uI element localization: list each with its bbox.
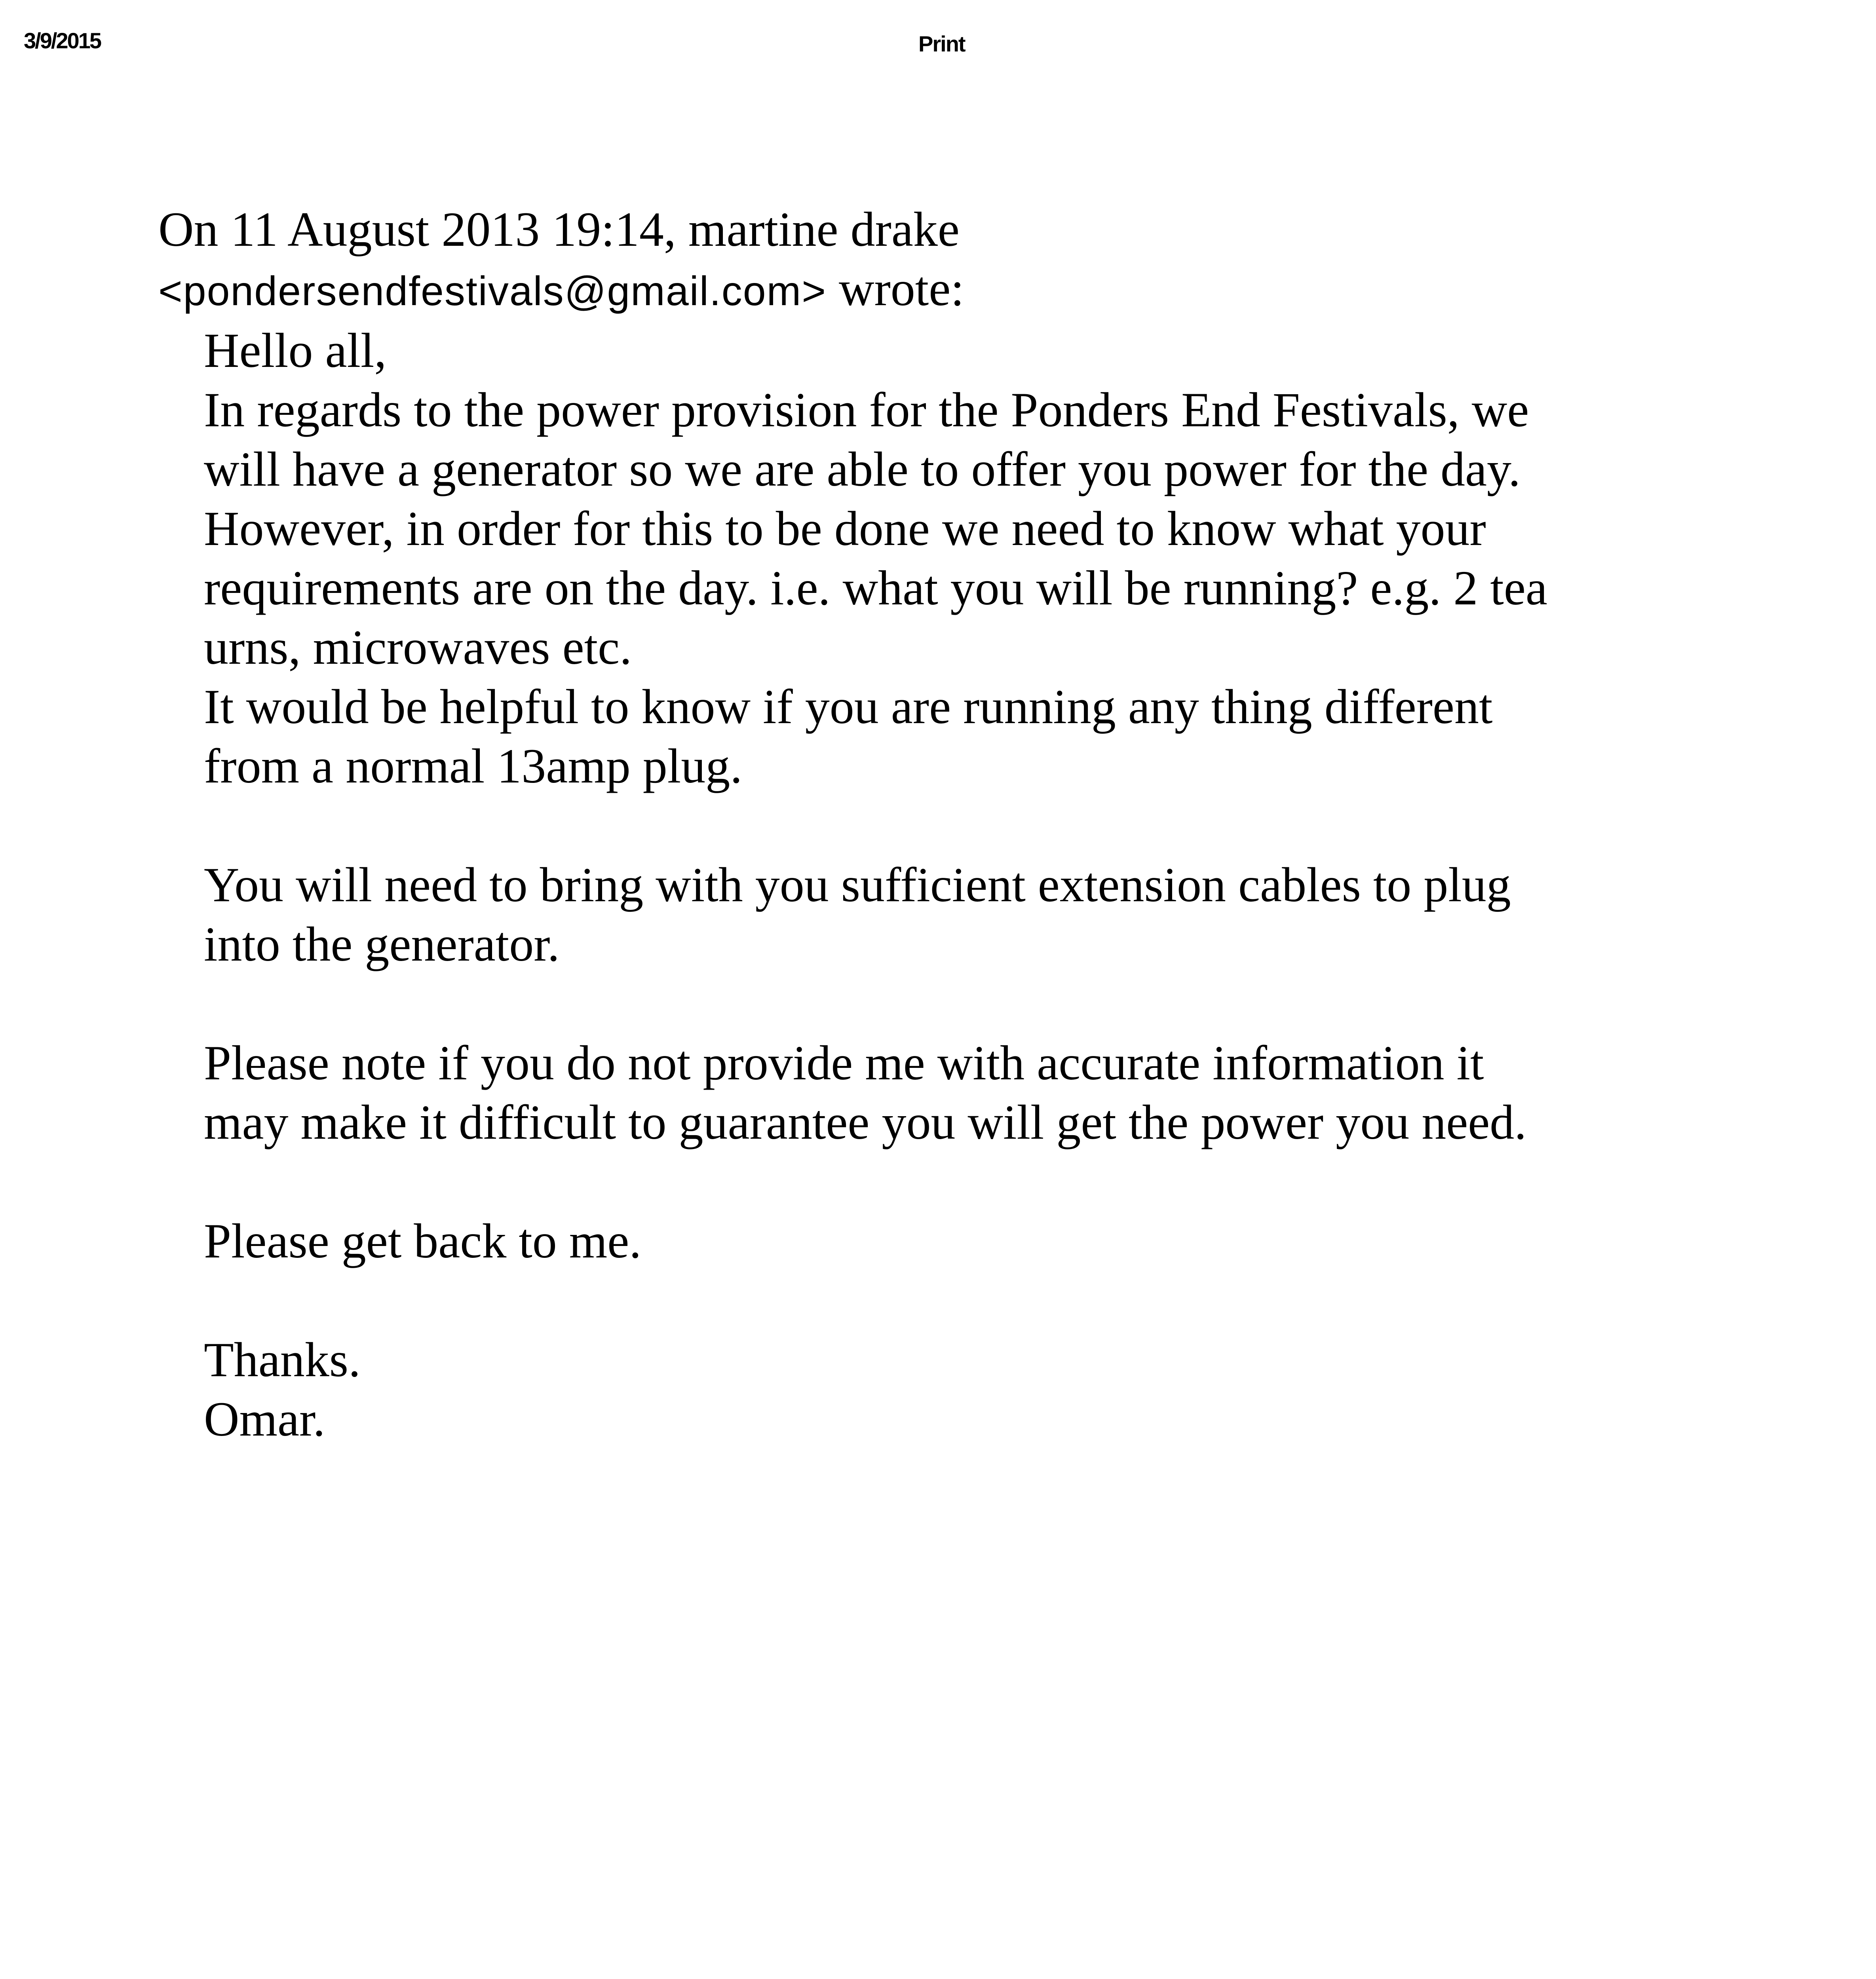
paragraph-line: It would be helpful to know if you are running any thing different bbox=[204, 680, 1493, 734]
paragraph-accurate-information bbox=[204, 1033, 1781, 1152]
paragraph-extension-cables bbox=[204, 855, 1781, 974]
paragraph-line: Please note if you do not provide me with accurate information it bbox=[204, 1036, 1484, 1090]
paragraph-line: In regards to the power provision for the Ponders End Festivals, we bbox=[204, 383, 1529, 437]
greeting: Hello all, bbox=[204, 323, 387, 378]
email-body bbox=[158, 200, 1781, 1449]
signoff: Thanks. bbox=[204, 1333, 361, 1387]
paragraph-line: from a normal 13amp plug. bbox=[204, 739, 743, 793]
print-date: 3/9/2015 bbox=[24, 28, 101, 53]
paragraph-get-back: Please get back to me. bbox=[204, 1214, 642, 1268]
sender-email-link[interactable]: <pondersendfestivals@gmail.com> bbox=[158, 268, 827, 314]
wrote-label: wrote: bbox=[826, 262, 964, 316]
paragraph-power-provision bbox=[204, 380, 1781, 796]
print-title: Print bbox=[918, 31, 965, 56]
quote-header-line: On 11 August 2013 19:14, martine drake bbox=[158, 202, 960, 256]
signature: Omar. bbox=[204, 1392, 325, 1446]
paragraph-line: may make it difficult to guarantee you will get the power you need. bbox=[204, 1095, 1527, 1149]
paragraph-line: requirements are on the day. i.e. what you will be running? e.g. 2 tea bbox=[204, 561, 1547, 615]
paragraph-line: into the generator. bbox=[204, 917, 560, 971]
message-body bbox=[204, 321, 1781, 1449]
paragraph-line: urns, microwaves etc. bbox=[204, 620, 632, 674]
quote-header-sender-line bbox=[158, 259, 1781, 321]
closing bbox=[204, 1330, 1781, 1449]
paragraph-line: However, in order for this to be done we need to know what your bbox=[204, 501, 1486, 556]
paragraph-line: You will need to bring with you sufficient extension cables to plug bbox=[204, 858, 1511, 912]
quote-header bbox=[158, 200, 1781, 321]
paragraph-line: will have a generator so we are able to offer you power for the day. bbox=[204, 442, 1521, 496]
